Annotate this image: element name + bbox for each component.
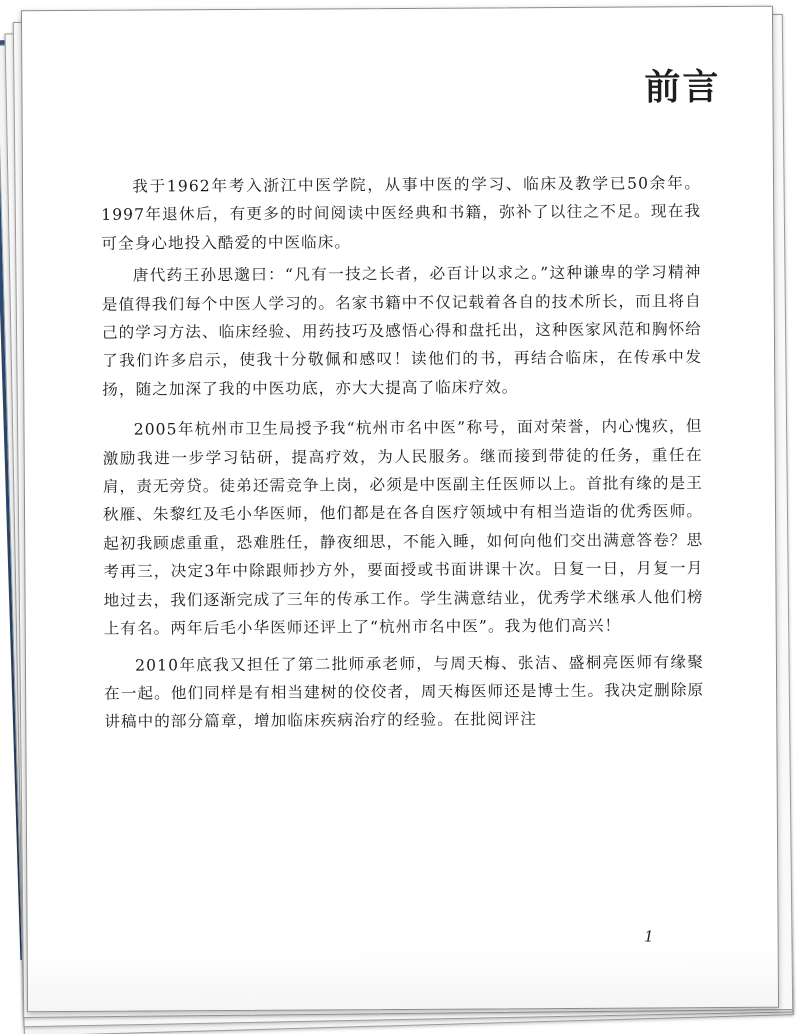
paragraph: 2005年杭州市卫生局授予我“杭州市名中医”称号，面对荣誉，内心愧疚，但激励我进一步学习钻研，提高疗效，为人民服务。继而接到带徒的任务，重任在肩，责无旁贷。徒弟还需竞争上岗，必须是中医副主任医师以上。首批有缘的是王秋雁、朱黎红及毛小华医师，他们都是在各自医疗领域中有相当造诣的优秀医师。起初我顾虑重重，恐难胜任，静夜细思，不能入睡，如何向他们交出满意答卷？思考再三，决定3年中除跟师抄方外，要面授或书面讲课十次。日复一日，月复一月地过去，我们逐渐完成了三年的传承工作。学生满意结业，优秀学术继承人他们榜上有名。两年后毛小华医师还评上了“杭州市名中医”。我为他们高兴！ <box>102 417 704 638</box>
page-title: 前言 <box>644 67 721 109</box>
document-page <box>21 6 779 1013</box>
body-text <box>101 169 704 740</box>
page-number: 1 <box>644 927 654 946</box>
paragraph: 2010年底我又担任了第二批师承老师，与周天梅、张洁、盛桐亮医师有缘聚在一起。他们同样是有相当建树的佼佼者，周天梅医师还是博士生。我决定删除原讲稿中的部分篇章，增加临床疾病治疗的经验。在批阅评注 <box>104 652 705 732</box>
paragraph: 我于1962年考入浙江中医学院，从事中医的学习、临床及教学已50余年。1997年退休后，有更多的时间阅读中医经典和书籍，弥补了以往之不足。现在我可全身心地投入酷爱的中医临床。 <box>101 174 702 253</box>
paragraph: 唐代药王孙思邈曰：“凡有一技之长者，必百计以求之。”这种谦卑的学习精神是值得我们每个中医人学习的。名家书籍中不仅记载着各自的技术所长，而且将自己的学习方法、临床经验、用药技巧及感悟心得和盘托出，这种医家风范和胸怀给了我们许多启示，使我十分敬佩和感叹！读他们的书，再结合临床，在传承中发扬，随之加深了我的中医功底，亦大大提高了临床疗效。 <box>101 263 703 399</box>
page-shading <box>28 947 778 1012</box>
